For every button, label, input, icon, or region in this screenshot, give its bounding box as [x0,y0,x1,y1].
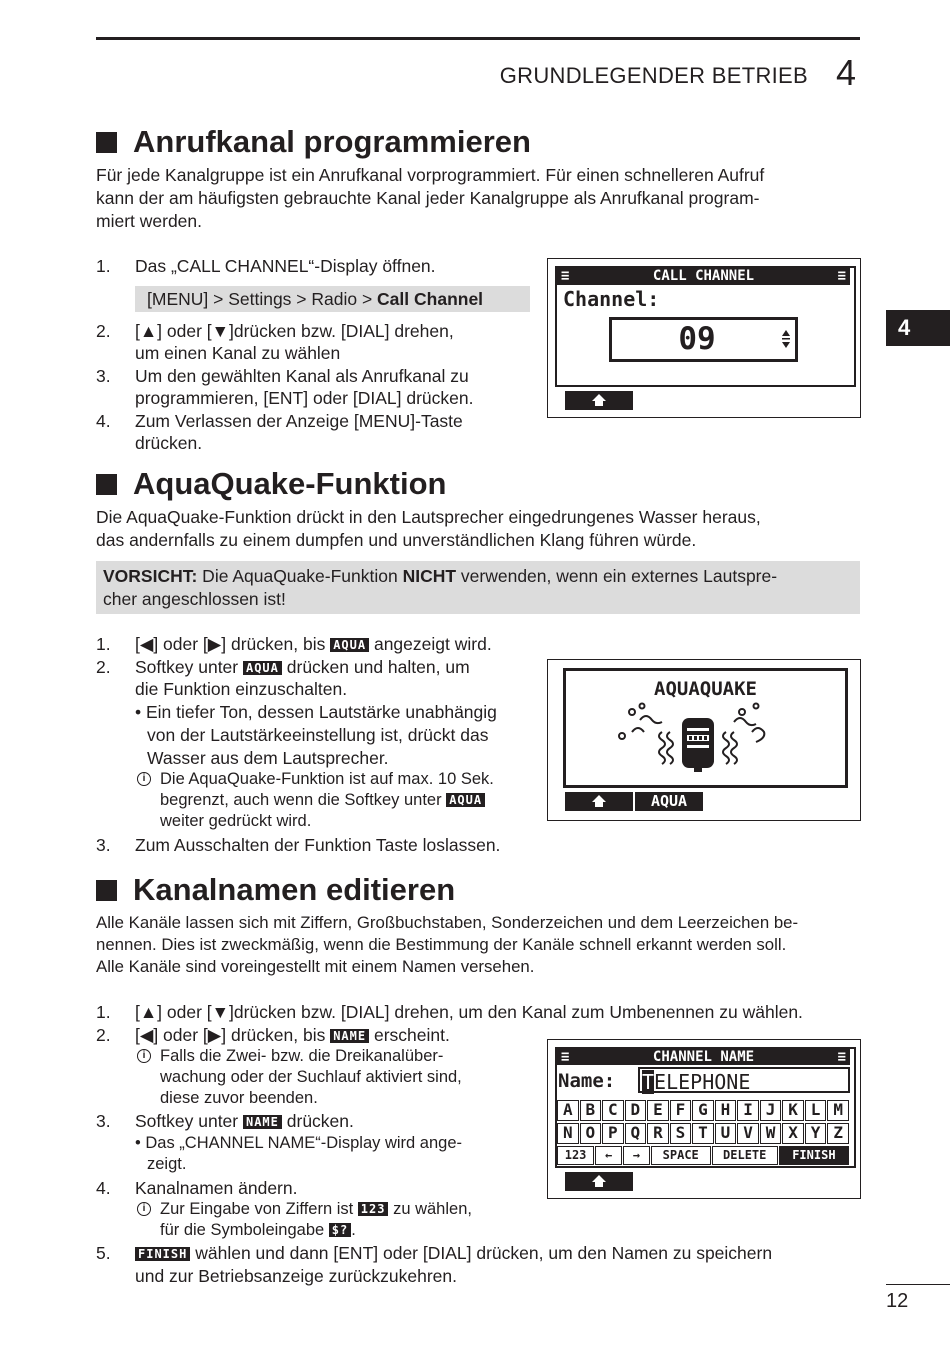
note-text: Die AquaQuake-Funktion ist auf max. 10 Sek. [160,770,494,788]
keyboard-key[interactable]: Y [805,1123,827,1144]
step-text: programmieren, [ENT] oder [DIAL] drücken. [135,388,474,408]
name-label: Name: [558,1070,616,1092]
section-title: Kanalnamen editieren [133,872,456,907]
step-text: [▲] oder [▼]drücken bzw. [DIAL] drehen, [135,321,454,341]
step-text: drücken. [135,433,203,453]
bullet-text: Wasser aus dem Lautsprecher. [147,748,389,768]
keyboard-key[interactable]: V [737,1123,759,1144]
keyboard-key[interactable]: G [692,1100,714,1121]
keyboard-key[interactable]: O [580,1123,602,1144]
square-bullet-icon [96,474,117,495]
keyboard-key[interactable]: C [602,1100,624,1121]
channel-name-screen [547,1039,861,1199]
step-text: Kanalnamen ändern. [135,1178,298,1198]
info-icon: i [137,772,151,786]
step-number: 1. [96,634,111,654]
note-text: für die Symboleingabe $? . [160,1221,356,1239]
info-icon: i [137,1049,151,1063]
step-number: 3. [96,835,111,855]
step-number: 1. [96,256,111,276]
channel-value-box [609,317,798,362]
info-icon: i [137,1202,151,1216]
keyboard-key[interactable]: S [670,1123,692,1144]
keyboard-key[interactable]: N [557,1123,579,1144]
keyboard-key[interactable]: → [623,1146,650,1165]
keyboard-key[interactable]: X [782,1123,804,1144]
keyboard-key[interactable]: R [647,1123,669,1144]
note-text: weiter gedrückt wird. [160,812,312,830]
step-number: 2. [96,321,111,341]
keyboard-key[interactable]: J [760,1100,782,1121]
keyboard-key[interactable]: SPACE [651,1146,711,1165]
finish-key-icon: FINISH [135,1247,190,1261]
bullet-text: von der Lautstärkeeinstellung ist, drückt das [147,725,489,745]
menu-icon: ≡ [561,268,570,284]
menu-path: [MENU] > Settings > Radio > Call Channel [135,286,530,312]
step-number: 2. [96,657,111,677]
keyboard-key[interactable]: T [692,1123,714,1144]
step-text: um einen Kanal zu wählen [135,343,341,363]
header-rule [96,37,860,40]
section-heading-aquaquake [96,466,446,502]
caution-box: VORSICHT: Die AquaQuake-Funktion NICHT verwenden, wenn ein externes Lautspre- cher angeschlossen ist! [96,561,860,614]
home-icon [591,794,607,808]
step-text: [▲] oder [▼]drücken bzw. [DIAL] drehen, um den Kanal zum Umbenennen zu wählen. [135,1002,803,1022]
chapter-number: 4 [836,52,857,93]
section-heading-anrufkanal [96,124,531,160]
home-icon [591,393,607,407]
home-softkey[interactable] [565,792,633,811]
step-text: Zum Ausschalten der Funktion Taste loslassen. [135,835,501,855]
keyboard-key[interactable]: D [625,1100,647,1121]
step-number: 5. [96,1243,111,1263]
name-input[interactable]: TELEPHONE [638,1067,850,1093]
aqua-key-icon: AQUA [446,793,485,807]
keyboard-key[interactable]: F [670,1100,692,1121]
step-text: [◀] oder [▶] drücken, bis NAME erscheint. [135,1025,450,1045]
keyboard-key[interactable]: L [805,1100,827,1121]
home-softkey[interactable] [565,1172,633,1191]
name-key-icon: NAME [330,1029,369,1043]
step-text: [◀] oder [▶] drücken, bis AQUA angezeigt wird. [135,634,492,654]
name-key-icon: NAME [243,1115,282,1129]
step-number: 1. [96,1002,111,1022]
lcd-title-bar: ≡ CHANNEL NAME ≡ [557,1049,850,1065]
bullet-text: • Das „CHANNEL NAME“-Display wird ange- [135,1134,462,1152]
step-text: Das „CALL CHANNEL“-Display öffnen. [135,256,436,276]
keyboard-key[interactable]: W [760,1123,782,1144]
section-intro: Alle Kanäle lassen sich mit Ziffern, Großbuchstaben, Sonderzeichen und dem Leerzeichen be- nennen. Dies ist zweckmäßig, wenn die Bestimmung der Kanäle schnell erkannt werden soll. Alle Kanäle sind voreingestellt mit einem Namen versehen. [96,913,799,976]
keyboard-key[interactable]: DELETE [712,1146,778,1165]
keyboard-row-1 [557,1100,850,1121]
menu-icon: ≡ [561,1049,570,1065]
keyboard-key[interactable]: K [782,1100,804,1121]
call-channel-screen [547,258,861,418]
keyboard-key[interactable]: U [715,1123,737,1144]
step-number: 4. [96,411,111,431]
keyboard-key[interactable]: A [557,1100,579,1121]
note-text: diese zuvor beenden. [160,1089,318,1107]
keyboard-key[interactable]: B [580,1100,602,1121]
square-bullet-icon [96,880,117,901]
page-number: 12 [886,1290,909,1312]
menu-icon: ≡ [837,268,846,284]
note-text: Falls die Zwei- bzw. die Dreikanalüber- [160,1047,444,1065]
keyboard-key[interactable]: Z [827,1123,849,1144]
home-icon [591,1174,607,1188]
symbol-key-icon: $? [329,1223,351,1237]
channel-label: Channel: [563,287,660,311]
keyboard-key[interactable]: Q [625,1123,647,1144]
section-title: Anrufkanal programmieren [133,124,531,159]
step-text: Softkey unter AQUA drücken und halten, um [135,657,470,677]
keyboard-key[interactable]: 123 [557,1146,594,1165]
footer-rule [886,1284,950,1285]
aqua-key-icon: AQUA [243,661,282,675]
home-softkey[interactable] [565,391,633,410]
speaker-water-icon [618,702,778,774]
note-text: Zur Eingabe von Ziffern ist 123 zu wählen, [160,1200,472,1218]
bullet-text: • Ein tiefer Ton, dessen Lautstärke unabhängig [135,702,497,722]
chapter-title: GRUNDLEGENDER BETRIEB [499,63,808,88]
section-heading-kanalnamen [96,872,455,908]
step-number: 4. [96,1178,111,1198]
aquaquake-title: AQUAQUAKE [654,678,757,700]
chapter-side-tab: 4 [886,310,950,346]
step-number: 2. [96,1025,111,1045]
note-text: wachung oder der Suchlauf aktiviert sind, [160,1068,462,1086]
keyboard-key[interactable]: I [737,1100,759,1121]
step-text: und zur Betriebsanzeige zurückzukehren. [135,1266,457,1286]
keyboard-row-2 [557,1123,850,1144]
step-number: 3. [96,1111,111,1131]
up-down-arrows-icon [781,329,791,349]
keyboard-key[interactable]: ← [595,1146,622,1165]
text-cursor: T [642,1070,655,1094]
keyboard-key[interactable]: E [647,1100,669,1121]
step-text: FINISH wählen und dann [ENT] oder [DIAL] drücken, um den Namen zu speichern [135,1242,772,1264]
channel-value: 09 [678,321,716,357]
section-intro: Für jede Kanalgruppe ist ein Anrufkanal vorprogrammiert. Für einen schnelleren Aufruf kann der am häufigsten gebrauchte Kanal jeder Kanalgruppe als Anrufkanal program- miert werden. [96,165,765,231]
keyboard-key[interactable]: P [602,1123,624,1144]
numeric-key-icon: 123 [358,1202,389,1216]
lcd-title-bar: ≡ CALL CHANNEL ≡ [557,268,850,285]
bullet-text: zeigt. [147,1155,187,1173]
aqua-key-icon: AQUA [330,638,369,652]
section-title: AquaQuake-Funktion [133,466,447,501]
square-bullet-icon [96,132,117,153]
aquaquake-screen [547,659,861,821]
step-number: 3. [96,366,111,386]
step-text: Um den gewählten Kanal als Anrufkanal zu [135,366,469,386]
note-text: begrenzt, auch wenn die Softkey unter AQUA [160,790,485,811]
section-intro: Die AquaQuake-Funktion drückt in den Lautsprecher eingedrungenes Wasser heraus, das andernfalls zu einem dumpfen und unverständlichen Klang führen würde. [96,507,761,550]
keyboard-key[interactable]: FINISH [779,1146,849,1165]
aqua-softkey[interactable]: AQUA [635,792,703,811]
step-text: Zum Verlassen der Anzeige [MENU]-Taste [135,411,463,431]
menu-icon: ≡ [837,1049,846,1065]
keyboard-key[interactable]: M [827,1100,849,1121]
keyboard-key[interactable]: H [715,1100,737,1121]
step-text: die Funktion einzuschalten. [135,679,348,699]
step-text: Softkey unter NAME drücken. [135,1111,354,1131]
keyboard-row-3 [557,1146,850,1165]
